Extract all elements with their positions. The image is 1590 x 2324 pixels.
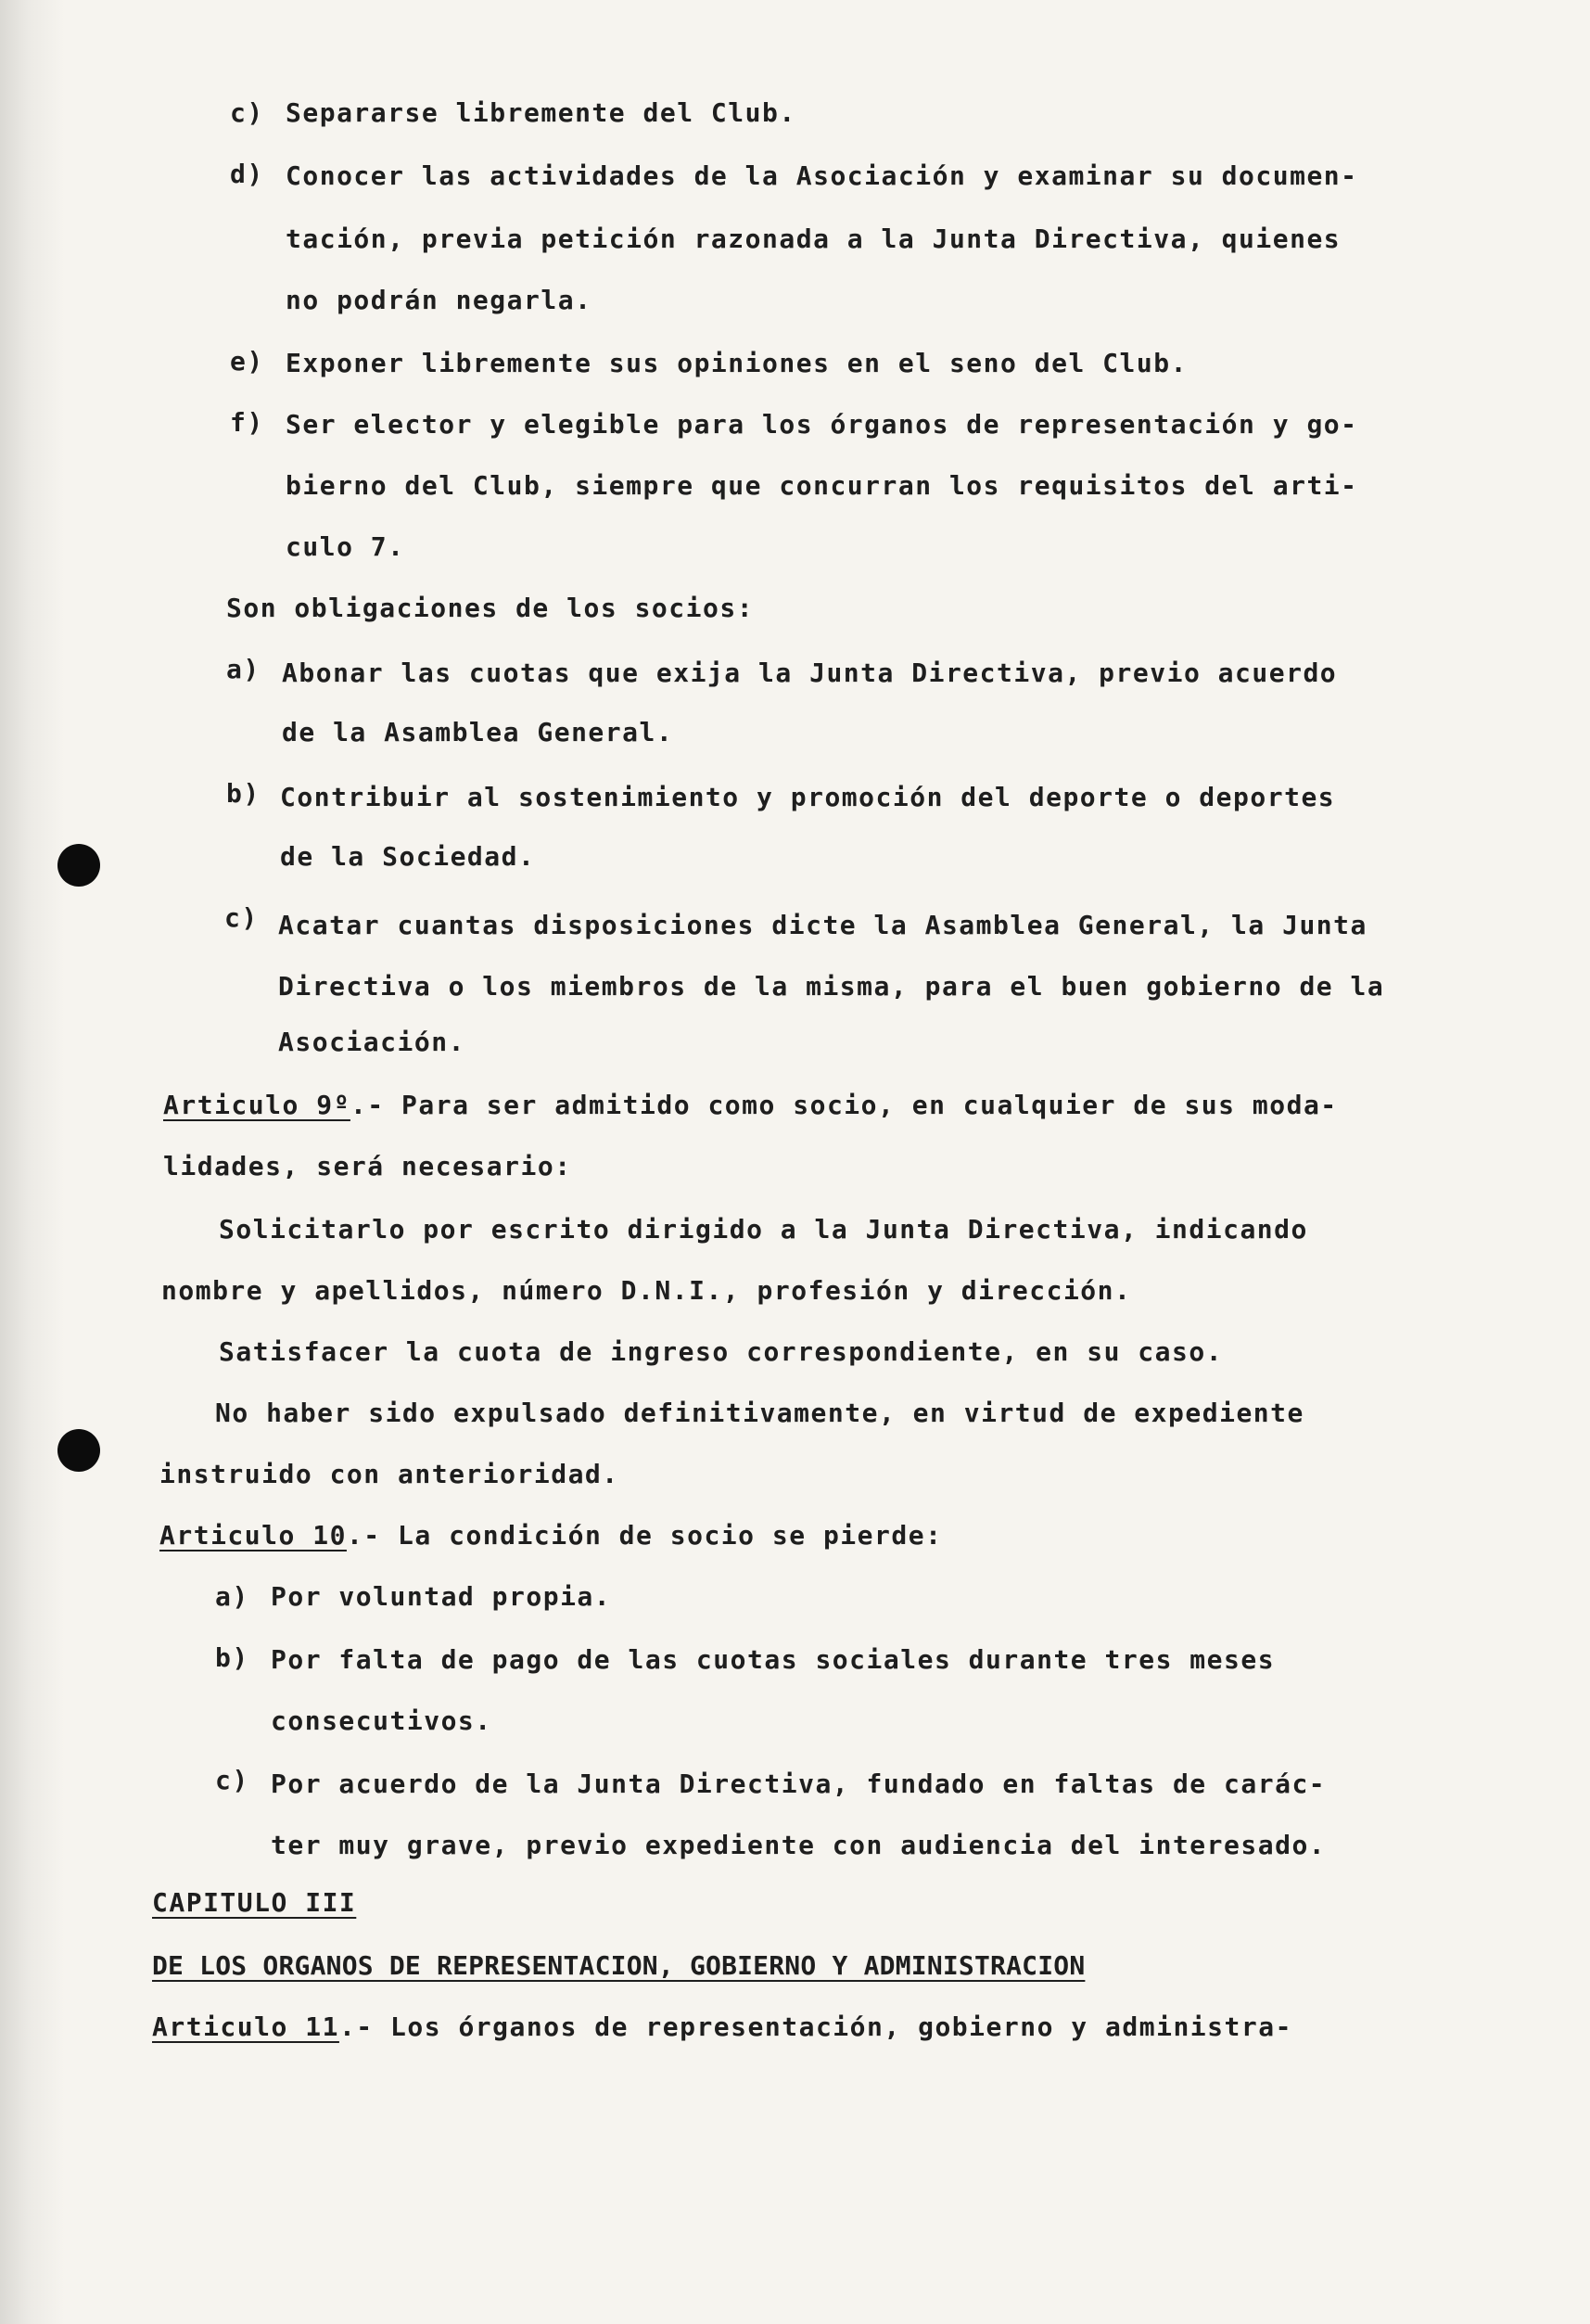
list-item-text: Conocer las actividades de la Asociación y examinar su documen- bbox=[286, 160, 1358, 191]
list-item-text: Acatar cuantas disposiciones dicte la Asamblea General, la Junta bbox=[278, 910, 1367, 940]
article-9-label: Articulo 9º bbox=[163, 1090, 350, 1120]
requirement-text: nombre y apellidos, número D.N.I., profesión y dirección. bbox=[161, 1275, 1132, 1306]
list-item-text: Asociación. bbox=[278, 1027, 465, 1057]
list-item-text: consecutivos. bbox=[271, 1705, 492, 1736]
chapter-title-text: DE LOS ORGANOS DE REPRESENTACION, GOBIERNO Y ADMINISTRACION bbox=[152, 1950, 1086, 1981]
list-item-text: bierno del Club, siempre que concurran los requisitos del arti- bbox=[286, 470, 1358, 501]
list-marker: f) bbox=[230, 407, 264, 438]
list-item-text: de la Sociedad. bbox=[280, 841, 536, 872]
article-11-text: .- Los órganos de representación, gobierno y administra- bbox=[338, 2011, 1292, 2042]
article-10-label: Articulo 10 bbox=[159, 1520, 347, 1551]
list-item-text: de la Asamblea General. bbox=[282, 717, 674, 747]
list-marker: a) bbox=[215, 1581, 249, 1612]
list-item-text: culo 7. bbox=[286, 531, 405, 562]
scan-edge-shadow bbox=[0, 0, 65, 2324]
obligations-heading: Son obligaciones de los socios: bbox=[226, 593, 755, 623]
list-marker: e) bbox=[230, 346, 264, 377]
list-marker: c) bbox=[215, 1765, 249, 1795]
chapter-number-text: CAPITULO III bbox=[152, 1887, 357, 1918]
list-item-text: Directiva o los miembros de la misma, para el buen gobierno de la bbox=[278, 971, 1385, 1002]
list-item-text: tación, previa petición razonada a la Junta Directiva, quienes bbox=[286, 223, 1342, 254]
article-10-heading bbox=[159, 1519, 942, 1552]
article-9-heading bbox=[163, 1089, 1338, 1122]
list-item-text: Por acuerdo de la Junta Directiva, fundado en faltas de carác- bbox=[271, 1769, 1327, 1799]
list-item-text: Separarse libremente del Club. bbox=[286, 97, 796, 128]
punch-hole bbox=[57, 1429, 100, 1472]
list-item-text: Contribuir al sostenimiento y promoción del deporte o deportes bbox=[280, 782, 1336, 812]
list-item-text: Por voluntad propia. bbox=[271, 1581, 612, 1612]
list-marker: d) bbox=[230, 159, 264, 189]
requirement-text: No haber sido expulsado definitivamente, en virtud de expediente bbox=[215, 1398, 1304, 1428]
article-9-text-continued: lidades, será necesario: bbox=[163, 1151, 572, 1181]
list-marker: c) bbox=[230, 97, 264, 128]
list-marker: b) bbox=[215, 1642, 249, 1673]
list-item-text: Ser elector y elegible para los órganos de representación y go- bbox=[286, 409, 1358, 440]
article-10-text: .- La condición de socio se pierde: bbox=[346, 1520, 943, 1551]
list-item-text: no podrán negarla. bbox=[286, 285, 592, 315]
chapter-title bbox=[152, 1949, 1085, 1983]
requirement-text: Solicitarlo por escrito dirigido a la Junta Directiva, indicando bbox=[219, 1214, 1308, 1245]
list-item-text: Por falta de pago de las cuotas sociales durante tres meses bbox=[271, 1644, 1276, 1675]
list-item-text: Exponer libremente sus opiniones en el seno del Club. bbox=[286, 348, 1188, 378]
list-item-text: ter muy grave, previo expediente con audiencia del interesado. bbox=[271, 1830, 1327, 1860]
list-marker: b) bbox=[226, 778, 261, 809]
chapter-number bbox=[152, 1886, 356, 1920]
list-marker: c) bbox=[224, 902, 259, 933]
list-marker: a) bbox=[226, 654, 261, 684]
list-item-text: Abonar las cuotas que exija la Junta Directiva, previo acuerdo bbox=[282, 658, 1338, 688]
article-9-text: .- Para ser admitido como socio, en cualquier de sus moda- bbox=[350, 1090, 1338, 1120]
article-11-label: Articulo 11 bbox=[152, 2011, 339, 2042]
requirement-text: instruido con anterioridad. bbox=[159, 1459, 619, 1489]
requirement-text: Satisfacer la cuota de ingreso correspondiente, en su caso. bbox=[219, 1336, 1224, 1367]
article-11-heading bbox=[152, 2011, 1292, 2044]
punch-hole bbox=[57, 844, 100, 887]
